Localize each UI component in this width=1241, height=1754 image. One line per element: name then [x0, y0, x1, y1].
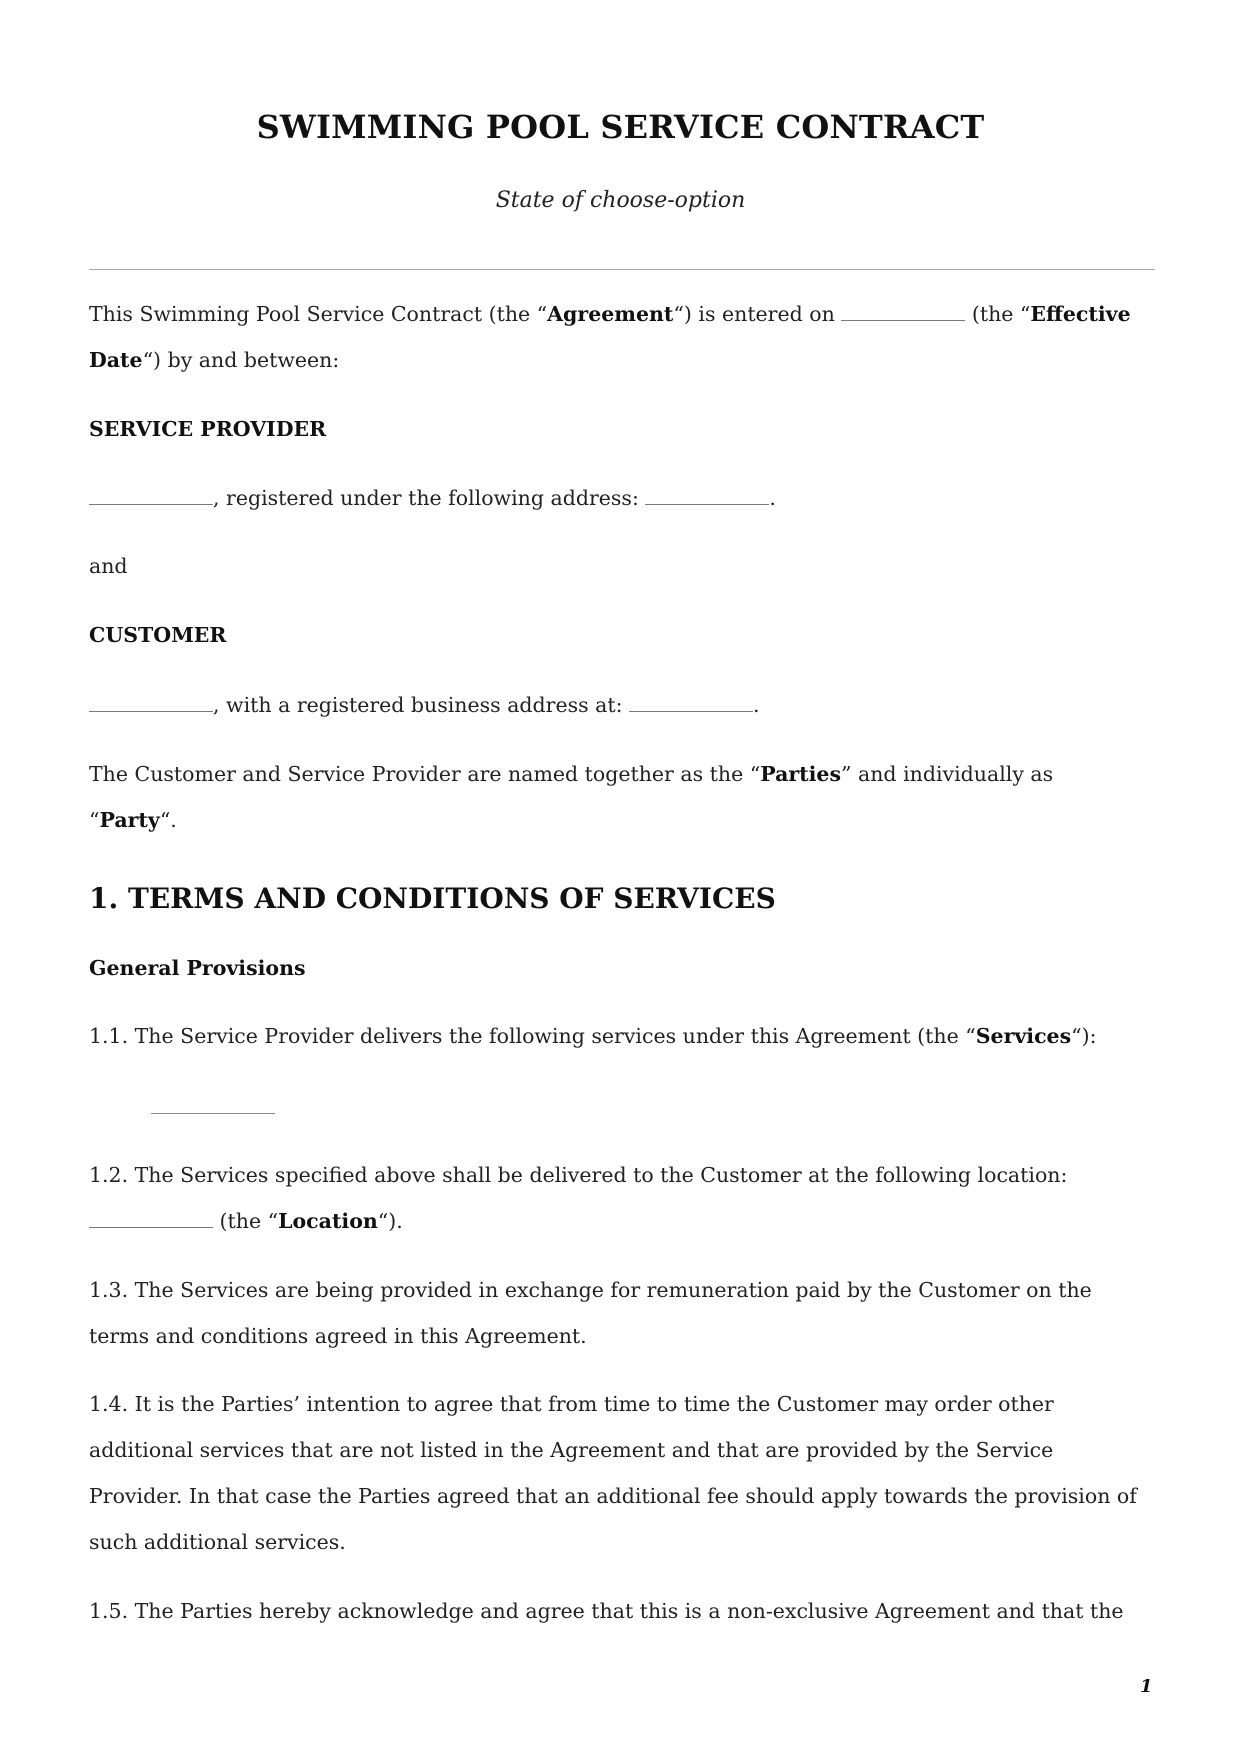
clause-text: (the “ [213, 1209, 279, 1233]
clause-1-4-line-4: such additional services. [89, 1530, 346, 1554]
clause-1-4-line-2: additional services that are not listed in the Agreement and that are provided by the Service [89, 1438, 1054, 1462]
parties-text: The Customer and Service Provider are named together as the “ [89, 762, 761, 786]
services-list-blank[interactable] [151, 1113, 275, 1114]
parties-line-1 [89, 751, 1159, 797]
clause-1-2 [89, 1152, 1159, 1244]
intro-paragraph [89, 291, 1159, 383]
provider-text: , registered under the following address: [213, 486, 646, 510]
clause-1-3-line-2: terms and conditions agreed in this Agreement. [89, 1324, 587, 1348]
customer-heading: CUSTOMER [89, 623, 227, 647]
term-location: Location [278, 1209, 378, 1233]
customer-line [89, 682, 1159, 728]
clause-1-4 [89, 1381, 1159, 1565]
clause-1-3 [89, 1267, 1159, 1359]
clause-1-4-line-1: 1.4. It is the Parties’ intention to agree that from time to time the Customer may order other [89, 1392, 1054, 1416]
intro-text: This Swimming Pool Service Contract (the “ [89, 302, 548, 326]
term-date: Date [89, 348, 143, 372]
clause-text: “): [1071, 1024, 1097, 1048]
provider-address-blank[interactable] [645, 503, 769, 505]
clause-1-5-line-1: 1.5. The Parties hereby acknowledge and agree that this is a non-exclusive Agreement and that the [89, 1599, 1124, 1623]
parties-line-2 [89, 797, 1159, 843]
intro-line-1 [89, 291, 1159, 337]
intro-text: (the “ [965, 302, 1031, 326]
intro-line-2 [89, 337, 1159, 383]
term-agreement: Agreement [547, 302, 674, 326]
provider-text-end: . [769, 486, 776, 510]
customer-name-blank[interactable] [89, 710, 213, 712]
parties-text: “ [89, 808, 100, 832]
clause-1-2-line-2 [89, 1198, 1159, 1244]
customer-address-blank[interactable] [629, 710, 753, 712]
parties-text: ” and individually as [841, 762, 1054, 786]
clause-1-2-line-1: 1.2. The Services specified above shall be delivered to the Customer at the following location: [89, 1163, 1068, 1187]
clause-1-5 [89, 1588, 1159, 1634]
intro-text: “) by and between: [142, 348, 340, 372]
parties-paragraph [89, 751, 1159, 843]
document-subtitle: State of choose-option [495, 188, 746, 213]
clause-1-1 [89, 1013, 1159, 1059]
effective-date-blank[interactable] [841, 319, 965, 321]
intro-text: “) is entered on [673, 302, 842, 326]
term-effective: Effective [1030, 302, 1131, 326]
term-party: Party [99, 808, 160, 832]
general-provisions-heading: General Provisions [89, 956, 306, 980]
service-provider-line [89, 475, 1159, 521]
term-parties: Parties [760, 762, 842, 786]
page-number: 1 [1140, 1676, 1153, 1697]
section-1-heading: 1. TERMS AND CONDITIONS OF SERVICES [89, 882, 776, 915]
service-provider-heading: SERVICE PROVIDER [89, 417, 327, 441]
term-services: Services [975, 1024, 1072, 1048]
clause-text: 1.1. The Service Provider delivers the following services under this Agreement (the “ [89, 1024, 976, 1048]
customer-text: , with a registered business address at: [213, 693, 630, 717]
parties-text: “. [159, 808, 177, 832]
clause-1-3-line-1: 1.3. The Services are being provided in exchange for remuneration paid by the Customer on the [89, 1278, 1092, 1302]
location-blank[interactable] [89, 1226, 213, 1228]
customer-text-end: . [753, 693, 760, 717]
header-divider [89, 269, 1155, 270]
and-text: and [89, 554, 128, 578]
provider-name-blank[interactable] [89, 503, 213, 505]
clause-text: “). [377, 1209, 403, 1233]
clause-1-4-line-3: Provider. In that case the Parties agreed that an additional fee should apply towards the provision of [89, 1484, 1137, 1508]
document-title: SWIMMING POOL SERVICE CONTRACT [256, 108, 985, 146]
